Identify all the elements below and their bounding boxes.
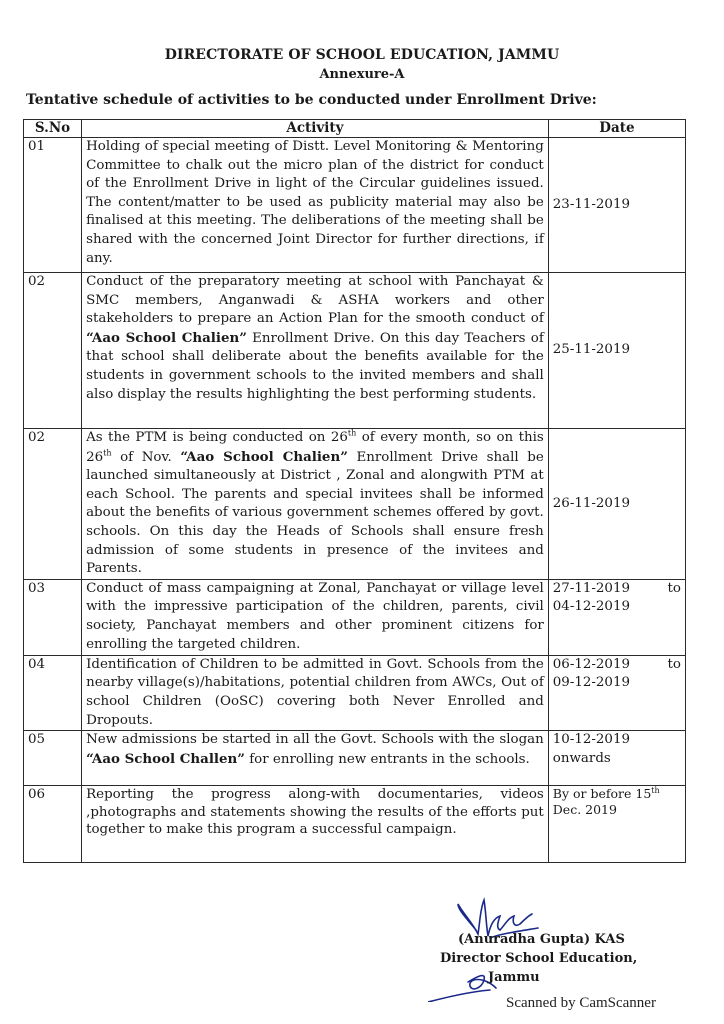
row-activity: As the PTM is being conducted on 26th of every month, so on this 26th of Nov. “Aao School Chalien” Enrollment Drive shall be launched simultaneously at District , Zonal and alongwith PTM at each School. The parents and special invitees shall be informed about the benefits of various government schemes offered by govt. schools. On this day the Heads of Schools shall ensure fresh admission of some students in presence of the invitees and Parents.	[82, 429, 549, 580]
row-date: 27-11-2019 to 04-12-2019	[548, 579, 685, 655]
slogan-text: “Aao School Chalien”	[86, 329, 247, 346]
table-row	[24, 138, 686, 273]
schedule-table	[23, 119, 686, 863]
table-row	[24, 786, 686, 863]
signatory-place: Jammu	[488, 970, 540, 985]
row-activity: New admissions be started in all the Govt. Schools with the slogan “Aao School Challen” for enrolling new entrants in the schools.	[82, 731, 549, 786]
table-row	[24, 655, 686, 730]
row-sno: 06	[24, 786, 82, 863]
row-date: 23-11-2019	[548, 138, 685, 273]
date-to: 04-12-2019	[552, 599, 630, 615]
schedule-subtitle: Tentative schedule of activities to be conducted under Enrollment Drive:	[26, 92, 597, 108]
table-row	[24, 731, 686, 786]
row-sno: 02	[24, 273, 82, 429]
column-header-activity: Activity	[82, 120, 549, 138]
row-date: 26-11-2019	[548, 429, 685, 580]
signatory-designation: Director School Education,	[440, 951, 638, 966]
document-title: DIRECTORATE OF SCHOOL EDUCATION, JAMMU	[164, 47, 560, 63]
row-activity: Conduct of mass campaigning at Zonal, Panchayat or village level with the impressive participation of the children, parents, civil society, Panchayat members and other prominent citizens for enrolling the targeted children.	[82, 579, 549, 655]
date-to: 09-12-2019	[552, 675, 630, 691]
column-header-date: Date	[548, 120, 685, 138]
row-activity: Conduct of the preparatory meeting at school with Panchayat & SMC members, Anganwadi & ASHA workers and other stakeholders to prepare an Action Plan for the smooth conduct of “Aao School Chalien” Enrollment Drive. On this day Teachers of that school shall deliberate about the benefits available for the students in government schools to the invited members and shall also display the results highlighting the best performing students.	[82, 273, 549, 429]
row-activity: Holding of special meeting of Distt. Level Monitoring & Mentoring Committee to chalk out the micro plan of the district for conduct of the Enrollment Drive in light of the Circular guidelines issued. The content/matter to be used as publicity material may also be finalised at this meeting. The deliberations of the meeting shall be shared with the concerned Joint Director for further directions, if any.	[82, 138, 549, 273]
table-header-row	[24, 120, 686, 138]
row-sno: 04	[24, 655, 82, 730]
slogan-text: “Aao School Chalien”	[180, 448, 348, 465]
row-sno: 01	[24, 138, 82, 273]
annexure-label: Annexure-A	[319, 67, 405, 82]
row-sno: 05	[24, 731, 82, 786]
slogan-text: “Aao School Challen”	[86, 750, 245, 767]
row-date: 06-12-2019 to 09-12-2019	[548, 655, 685, 730]
date-from: 06-12-2019	[552, 656, 630, 672]
table-row	[24, 579, 686, 655]
row-date: 10-12-2019 onwards	[548, 731, 685, 786]
row-date: By or before 15th Dec. 2019	[548, 786, 685, 863]
signatory-name: (Anuradha Gupta) KAS	[458, 932, 625, 947]
table-row	[24, 273, 686, 429]
row-activity: Identification of Children to be admitted in Govt. Schools from the nearby village(s)/habitations, potential children from AWCs, Out of school Children (OoSC) covering both Never Enrolled and Dropouts.	[82, 655, 549, 730]
table-row	[24, 429, 686, 580]
row-sno: 02	[24, 429, 82, 580]
row-activity: Reporting the progress along-with documentaries, videos ,photographs and statements showing the results of the efforts put together to make this program a successful campaign.	[82, 786, 549, 863]
row-sno: 03	[24, 579, 82, 655]
column-header-sno: S.No	[24, 120, 82, 138]
date-from: 27-11-2019	[552, 580, 630, 596]
scanner-watermark: Scanned by CamScanner	[506, 995, 656, 1011]
row-date: 25-11-2019	[548, 273, 685, 429]
